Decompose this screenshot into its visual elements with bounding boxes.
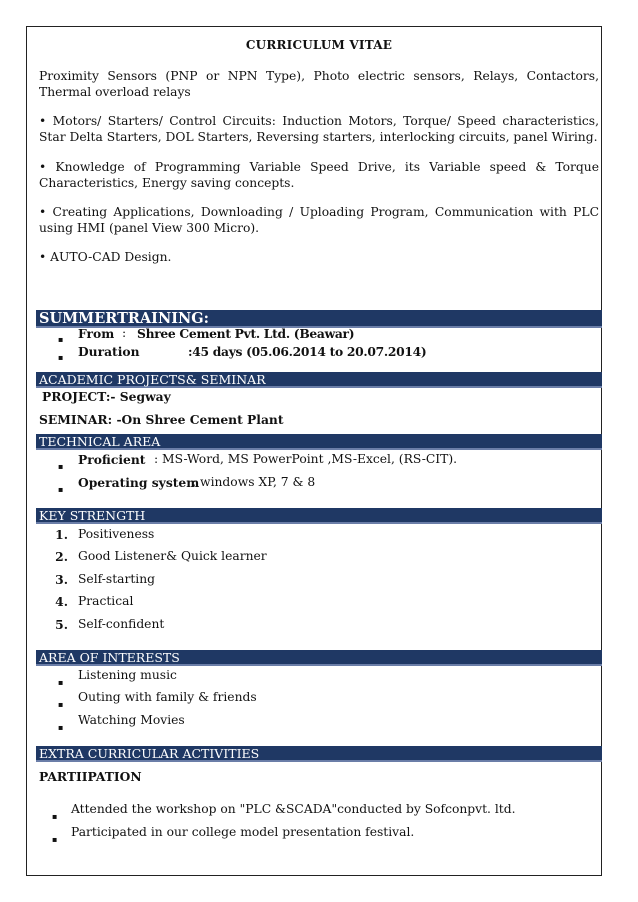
summer-duration-value: :45 days (05.06.2014 to 20.07.2014) (188, 344, 427, 359)
section-heading-key-strength: KEY STRENGTH (36, 508, 602, 524)
document-title: CURRICULUM VITAE (245, 38, 393, 52)
strength-item: Positiveness (78, 527, 155, 541)
strength-item: Practical (78, 594, 134, 608)
strength-number: 3. (55, 572, 68, 587)
summer-duration-label: Duration (78, 344, 140, 359)
bullet-icon: ▪ (58, 723, 64, 732)
section-heading-interests: AREA OF INTERESTS (36, 650, 602, 666)
bullet-icon: ▪ (58, 462, 64, 471)
intro-paragraph-5: • AUTO-CAD Design. (39, 250, 172, 264)
section-heading-technical: TECHNICAL AREA (36, 434, 602, 450)
intro-paragraph-4: • Creating Applications, Downloading / Uploading Program, Communication with PLC using HMI (panel View 300 Micro). (39, 205, 599, 235)
section-heading-projects: ACADEMIC PROJECTS& SEMINAR (36, 372, 602, 388)
intro-paragraph-2: • Motors/ Starters/ Control Circuits: Induction Motors, Torque/ Speed characteristics, Star Delta Starters, DOL Starters, Reversing starters, interlocking circuits, panel Wiring. (39, 114, 599, 144)
strength-number: 1. (55, 527, 68, 542)
participation-item: Participated in our college model presentation festival. (71, 825, 415, 839)
bullet-icon: ▪ (58, 335, 64, 344)
summer-from-separator: : (122, 326, 127, 340)
technical-proficient-label: Proficient (78, 452, 146, 467)
bullet-icon: ▪ (58, 353, 64, 362)
strength-item: Self-starting (78, 572, 156, 586)
intro-paragraph-1: Proximity Sensors (PNP or NPN Type), Photo electric sensors, Relays, Contactors, Thermal overload relays (39, 69, 599, 99)
strength-number: 5. (55, 617, 68, 632)
bullet-icon: ▪ (52, 812, 58, 821)
interest-item: Listening music (78, 668, 177, 682)
seminar-line: SEMINAR: -On Shree Cement Plant (39, 412, 284, 427)
technical-os-label: Operating system (78, 475, 200, 490)
bullet-icon: ▪ (58, 700, 64, 709)
interest-item: Outing with family & friends (78, 690, 257, 704)
intro-paragraph-3: • Knowledge of Programming Variable Speed Drive, its Variable speed & Torque Characteristics, Energy saving concepts. (39, 160, 599, 190)
strength-item: Good Listener& Quick learner (78, 549, 267, 563)
strength-item: Self-confident (78, 617, 165, 631)
technical-proficient-value: : MS-Word, MS PowerPoint ,MS-Excel, (RS-CIT). (154, 452, 458, 466)
strength-number: 2. (55, 549, 68, 564)
participation-subheading: PARTIIPATION (39, 769, 142, 784)
interest-item: Watching Movies (78, 713, 185, 727)
section-heading-summer-training: SUMMERTRAINING: (36, 310, 602, 328)
project-line: PROJECT:- Segway (42, 389, 171, 404)
strength-number: 4. (55, 594, 68, 609)
bullet-icon: ▪ (58, 485, 64, 494)
summer-from-label: From (78, 326, 115, 341)
bullet-icon: ▪ (52, 835, 58, 844)
participation-item: Attended the workshop on "PLC &SCADA"conducted by Sofconpvt. ltd. (71, 802, 516, 816)
bullet-icon: ▪ (58, 678, 64, 687)
section-heading-extra: EXTRA CURRICULAR ACTIVITIES (36, 746, 602, 762)
summer-from-value: Shree Cement Pvt. Ltd. (Beawar) (137, 326, 355, 341)
technical-os-value: : windows XP, 7 & 8 (192, 475, 316, 489)
